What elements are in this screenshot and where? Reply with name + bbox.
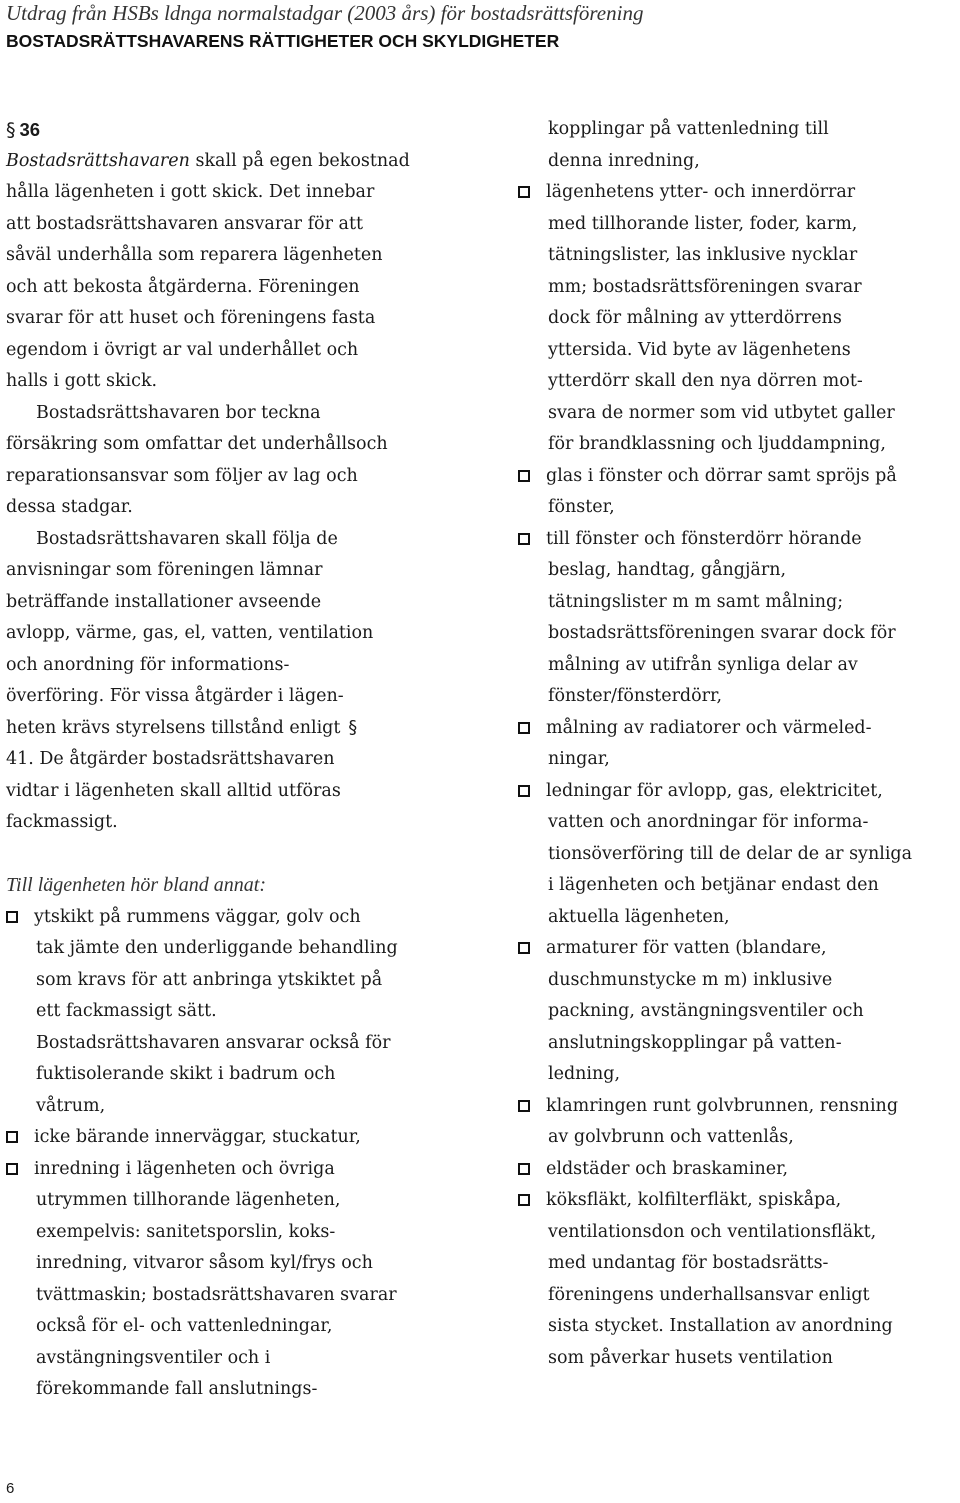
checkbox-bullet-icon bbox=[6, 1163, 18, 1175]
right-column-text: köksfläkt, kolfilterfläkt, spiskåpa, bbox=[546, 1190, 842, 1210]
left-column-text: 41. De åtgärder bostadsrättshavaren bbox=[6, 749, 335, 769]
left-column-line bbox=[6, 1059, 456, 1091]
right-column-line bbox=[518, 1185, 958, 1217]
left-column-line bbox=[6, 303, 456, 335]
left-column-line bbox=[6, 618, 456, 650]
left-column-line bbox=[6, 1248, 456, 1280]
left-column-line bbox=[6, 1217, 456, 1249]
right-column-line bbox=[518, 209, 958, 241]
left-column-text: avstängningsventiler och i bbox=[36, 1347, 271, 1368]
right-column-line bbox=[518, 1217, 958, 1249]
right-column-line bbox=[518, 335, 958, 367]
left-column-text: reparationsansvar som följer av lag och bbox=[6, 465, 358, 486]
left-column-text: Till lägenheten hör bland annat: bbox=[6, 874, 266, 896]
right-column-text: denna inredning, bbox=[548, 150, 700, 171]
right-column-line bbox=[518, 776, 958, 808]
right-column-text: kopplingar på vattenledning till bbox=[548, 119, 829, 139]
right-column bbox=[518, 114, 958, 1374]
left-column-text: Bostadsrättshavaren skall följa de bbox=[36, 528, 338, 549]
checkbox-bullet-icon bbox=[518, 1163, 530, 1175]
left-column-line bbox=[6, 902, 456, 934]
right-column-line bbox=[518, 618, 958, 650]
right-column-text: ytterdörr skall den nya dörren mot- bbox=[548, 371, 863, 391]
left-column-text: skall på egen bekostnad bbox=[195, 150, 410, 171]
right-column-line bbox=[518, 933, 958, 965]
left-column-text: tvättmaskin; bostadsrättshavaren svarar bbox=[36, 1284, 397, 1305]
left-column-line bbox=[6, 1280, 456, 1312]
left-column-text: och att bekosta åtgärderna. Föreningen bbox=[6, 276, 360, 297]
right-column-line bbox=[518, 492, 958, 524]
left-column-line bbox=[6, 744, 456, 776]
left-column-text: avlopp, värme, gas, el, vatten, ventilation bbox=[6, 623, 374, 643]
right-column-text: ledning, bbox=[548, 1064, 621, 1084]
left-column-text: ett fackmassigt sätt. bbox=[36, 1001, 217, 1021]
left-column-line bbox=[6, 1028, 456, 1060]
section-sign: § bbox=[348, 717, 358, 738]
right-column-line bbox=[518, 398, 958, 430]
right-column-line bbox=[518, 587, 958, 619]
left-column-line bbox=[6, 146, 456, 178]
right-column-line bbox=[518, 650, 958, 682]
left-column-line bbox=[6, 177, 456, 209]
italic-term: Bostadsrättshavaren bbox=[6, 150, 190, 171]
left-column-text: Bostadsrättshavaren ansvarar också för bbox=[36, 1032, 391, 1053]
left-column bbox=[6, 114, 456, 1406]
left-column-line bbox=[6, 587, 456, 619]
right-column-text: klamringen runt golvbrunnen, rensning bbox=[546, 1095, 899, 1116]
right-column-text: packning, avstängningsventiler och bbox=[548, 1001, 864, 1021]
left-column-text: icke bärande innerväggar, stuckatur, bbox=[34, 1127, 361, 1147]
right-column-text: armaturer för vatten (blandare, bbox=[546, 938, 827, 958]
left-column-text: ytskikt på rummens väggar, golv och bbox=[34, 906, 361, 927]
left-column-line bbox=[6, 1122, 456, 1154]
checkbox-bullet-icon bbox=[6, 911, 18, 923]
left-column-text: som kravs för att anbringa ytskiktet på bbox=[36, 969, 383, 990]
left-column-text: Bostadsrättshavaren bor teckna bbox=[36, 402, 321, 423]
left-column-text: hålla lägenheten i gott skick. Det innebar bbox=[6, 182, 375, 202]
section-heading bbox=[6, 114, 456, 146]
left-column-line bbox=[6, 272, 456, 304]
right-column-line bbox=[518, 555, 958, 587]
left-column-text: och anordning för informations- bbox=[6, 654, 290, 675]
right-column-line bbox=[518, 902, 958, 934]
left-column-line bbox=[6, 996, 456, 1028]
left-column-line bbox=[6, 398, 456, 430]
right-column-text: till fönster och fönsterdörr hörande bbox=[546, 528, 862, 549]
right-column-line bbox=[518, 744, 958, 776]
right-column-line bbox=[518, 996, 958, 1028]
left-column-text: att bostadsrättshavaren ansvarar för att bbox=[6, 213, 364, 234]
right-column-text: föreningens underhallsansvar enligt bbox=[548, 1284, 870, 1305]
left-column-text: svarar för att huset och föreningens fasta bbox=[6, 308, 376, 328]
right-column-text: duschmunstycke m m) inklusive bbox=[548, 969, 833, 990]
left-column-line bbox=[6, 1185, 456, 1217]
left-column-line bbox=[6, 1091, 456, 1123]
left-column-line bbox=[6, 209, 456, 241]
left-column-line bbox=[6, 839, 456, 871]
left-column-text: egendom i övrigt ar val underhållet och bbox=[6, 339, 359, 360]
page-number: 6 bbox=[6, 1480, 15, 1497]
right-column-text: yttersida. Vid byte av lägenhetens bbox=[548, 339, 851, 360]
left-column-text: anvisningar som föreningen lämnar bbox=[6, 560, 323, 580]
right-column-text: tionsöverföring till de delar de ar synliga bbox=[548, 843, 913, 864]
right-column-text: eldstäder och braskaminer, bbox=[546, 1158, 789, 1179]
right-column-line bbox=[518, 713, 958, 745]
left-column-text: heten krävs styrelsens tillstånd enligt bbox=[6, 717, 341, 738]
right-column-text: vatten och anordningar för informa- bbox=[548, 812, 869, 832]
right-column-line bbox=[518, 870, 958, 902]
right-column-text: aktuella lägenheten, bbox=[548, 906, 730, 927]
left-column-text: försäkring som omfattar det underhållsoch bbox=[6, 434, 388, 454]
left-column-line bbox=[6, 1374, 456, 1406]
left-column-line bbox=[6, 807, 456, 839]
right-column-text: svara de normer som vid utbytet galler bbox=[548, 402, 895, 423]
right-column-text: som påverkar husets ventilation bbox=[548, 1347, 833, 1368]
left-column-text: inredning, vitvaror såsom kyl/frys och bbox=[36, 1253, 373, 1273]
left-column-line bbox=[6, 1311, 456, 1343]
right-column-line bbox=[518, 272, 958, 304]
left-column-line bbox=[6, 366, 456, 398]
left-column-text: också för el- och vattenledningar, bbox=[36, 1316, 333, 1336]
left-column-line bbox=[6, 240, 456, 272]
left-column-line bbox=[6, 965, 456, 997]
right-column-line bbox=[518, 366, 958, 398]
checkbox-bullet-icon bbox=[518, 785, 530, 797]
left-column-line bbox=[6, 461, 456, 493]
right-column-text: målning av radiatorer och värmeled- bbox=[546, 717, 872, 738]
checkbox-bullet-icon bbox=[518, 722, 530, 734]
checkbox-bullet-icon bbox=[518, 1194, 530, 1206]
left-column-line bbox=[6, 776, 456, 808]
right-column-line bbox=[518, 429, 958, 461]
left-column-line bbox=[6, 492, 456, 524]
right-column-text: målning av utifrån synliga delar av bbox=[548, 654, 858, 675]
checkbox-bullet-icon bbox=[518, 470, 530, 482]
right-column-line bbox=[518, 1091, 958, 1123]
left-column-text: halls i gott skick. bbox=[6, 371, 158, 391]
left-column-line bbox=[6, 335, 456, 367]
left-column-text: fuktisolerande skikt i badrum och bbox=[36, 1064, 336, 1084]
right-column-line bbox=[518, 1059, 958, 1091]
right-column-text: av golvbrunn och vattenlås, bbox=[548, 1127, 794, 1147]
left-column-line bbox=[6, 429, 456, 461]
right-column-text: glas i fönster och dörrar samt spröjs på bbox=[546, 465, 897, 486]
left-column-text: vidtar i lägenheten skall alltid utföras bbox=[6, 780, 341, 801]
left-column-line bbox=[6, 713, 456, 745]
right-column-text: med undantag för bostadsrätts- bbox=[548, 1253, 829, 1273]
checkbox-bullet-icon bbox=[6, 1131, 18, 1143]
right-column-line bbox=[518, 1343, 958, 1375]
right-column-text: tätningslister m m samt målning; bbox=[548, 591, 844, 612]
right-column-line bbox=[518, 461, 958, 493]
left-column-text: förekommande fall anslutnings- bbox=[36, 1379, 318, 1399]
checkbox-bullet-icon bbox=[518, 533, 530, 545]
left-column-text: våtrum, bbox=[36, 1095, 106, 1116]
right-column-text: fönster, bbox=[548, 497, 615, 517]
right-column-line bbox=[518, 681, 958, 713]
right-column-line bbox=[518, 146, 958, 178]
right-column-line bbox=[518, 114, 958, 146]
left-column-text: tak jämte den underliggande behandling bbox=[36, 938, 398, 958]
right-column-text: tätningslister, las inklusive nycklar bbox=[548, 245, 858, 265]
right-column-line bbox=[518, 177, 958, 209]
left-column-line bbox=[6, 681, 456, 713]
left-column-line bbox=[6, 933, 456, 965]
document-title: Utdrag från HSBs ldnga normalstadgar (2003 års) för bostadsrättsförening bbox=[6, 1, 644, 25]
right-column-text: bostadsrättsföreningen svarar dock för bbox=[548, 623, 896, 643]
left-column-text: utrymmen tillhorande lägenheten, bbox=[36, 1190, 341, 1210]
right-column-line bbox=[518, 965, 958, 997]
left-column-text: exempelvis: sanitetsporslin, koks- bbox=[36, 1221, 336, 1242]
right-column-line bbox=[518, 1248, 958, 1280]
right-column-text: lägenhetens ytter- och innerdörrar bbox=[546, 182, 856, 202]
right-column-line bbox=[518, 807, 958, 839]
left-column-line bbox=[6, 1343, 456, 1375]
right-column-text: för brandklassning och ljuddampning, bbox=[548, 434, 886, 454]
checkbox-bullet-icon bbox=[518, 186, 530, 198]
right-column-line bbox=[518, 240, 958, 272]
left-column-line bbox=[6, 524, 456, 556]
right-column-text: fönster/fönsterdörr, bbox=[548, 686, 723, 706]
right-column-text: anslutningskopplingar på vatten- bbox=[548, 1032, 842, 1053]
right-column-text: med tillhorande lister, foder, karm, bbox=[548, 213, 858, 234]
right-column-text: mm; bostadsrättsföreningen svarar bbox=[548, 276, 862, 297]
left-column-text: dessa stadgar. bbox=[6, 497, 133, 517]
left-column-text: överföring. För vissa åtgärder i lägen- bbox=[6, 686, 344, 706]
right-column-line bbox=[518, 1028, 958, 1060]
left-column-line bbox=[6, 555, 456, 587]
left-column-text: fackmassigt. bbox=[6, 812, 118, 832]
right-column-line bbox=[518, 1154, 958, 1186]
checkbox-bullet-icon bbox=[518, 1100, 530, 1112]
right-column-text: ventilationsdon och ventilationsfläkt, bbox=[548, 1221, 877, 1242]
checkbox-bullet-icon bbox=[518, 942, 530, 954]
section-number: 36 bbox=[19, 119, 41, 140]
right-column-line bbox=[518, 1122, 958, 1154]
right-column-line bbox=[518, 839, 958, 871]
left-column-text: inredning i lägenheten och övriga bbox=[34, 1158, 335, 1179]
section-title: BOSTADSRÄTTSHAVARENS RÄTTIGHETER OCH SKYLDIGHETER bbox=[6, 31, 560, 51]
right-column-line bbox=[518, 524, 958, 556]
right-column-text: i lägenheten och betjänar endast den bbox=[548, 875, 879, 895]
right-column-line bbox=[518, 303, 958, 335]
right-column-text: dock för målning av ytterdörrens bbox=[548, 308, 842, 328]
right-column-line bbox=[518, 1311, 958, 1343]
right-column-line bbox=[518, 1280, 958, 1312]
right-column-text: ningar, bbox=[548, 749, 610, 769]
right-column-text: sista stycket. Installation av anordning bbox=[548, 1316, 893, 1336]
left-column-line bbox=[6, 650, 456, 682]
right-column-text: beslag, handtag, gångjärn, bbox=[548, 560, 787, 580]
left-column-line bbox=[6, 1154, 456, 1186]
left-column-line bbox=[6, 870, 456, 902]
left-column-text: såväl underhålla som reparera lägenheten bbox=[6, 245, 383, 265]
left-column-text: beträffande installationer avseende bbox=[6, 591, 322, 612]
right-column-text: ledningar för avlopp, gas, elektricitet, bbox=[546, 780, 883, 801]
section-sign: § bbox=[6, 119, 16, 141]
